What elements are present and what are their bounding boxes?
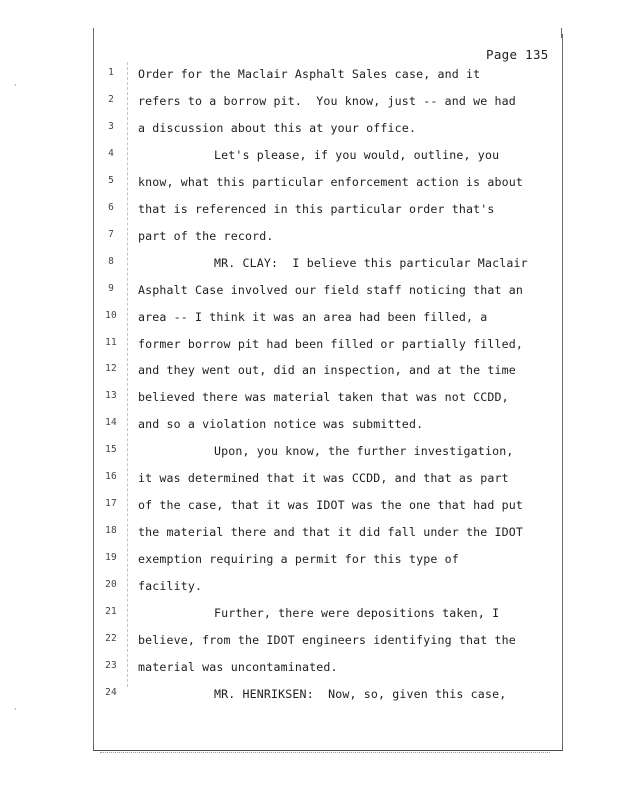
line-text: that is referenced in this particular order that's — [138, 201, 495, 216]
line-number: 3 — [108, 120, 114, 132]
line-text: Let's please, if you would, outline, you — [214, 147, 500, 162]
page-number: Page 135 — [486, 47, 549, 62]
line-number: 20 — [105, 579, 117, 591]
scan-speck: ⸳ — [14, 79, 17, 90]
line-text: exemption requiring a permit for this type of — [138, 552, 459, 567]
line-text: a discussion about this at your office. — [138, 120, 417, 135]
line-number: 4 — [108, 147, 114, 159]
line-text: it was determined that it was CCDD, and that as part — [138, 471, 509, 486]
line-text: believe, from the IDOT engineers identifying that the — [138, 632, 516, 647]
line-number: 24 — [105, 686, 117, 698]
line-number: 15 — [105, 444, 117, 456]
line-text: former borrow pit had been filled or partially filled, — [138, 336, 524, 351]
line-number: 13 — [105, 390, 117, 402]
line-text: refers to a borrow pit. You know, just -- and we had — [138, 93, 516, 108]
line-number: 12 — [105, 363, 117, 375]
line-text: the material there and that it did fall under the IDOT — [138, 525, 524, 540]
line-number: 6 — [108, 201, 114, 213]
line-number: 1 — [108, 67, 114, 78]
line-number: 22 — [105, 632, 117, 644]
line-text: and they went out, did an inspection, and at the time — [138, 363, 516, 378]
line-number: 7 — [108, 228, 114, 240]
line-text: Order for the Maclair Asphalt Sales case, and it — [138, 67, 481, 81]
line-text: believed there was material taken that was not CCDD, — [138, 390, 509, 405]
line-number: 9 — [108, 282, 114, 294]
line-number-margin-rule — [127, 62, 129, 687]
line-number: 19 — [105, 552, 117, 564]
line-text: MR. HENRIKSEN: Now, so, given this case, — [214, 686, 507, 701]
line-number: 10 — [105, 309, 117, 321]
line-text: of the case, that it was IDOT was the one that had put — [138, 498, 524, 513]
frame-top-right-tick — [561, 28, 562, 38]
line-text: part of the record. — [138, 228, 274, 243]
line-number: 2 — [108, 93, 114, 105]
line-text: Further, there were depositions taken, I — [214, 606, 500, 620]
line-number: 16 — [105, 471, 117, 483]
line-text: and so a violation notice was submitted. — [138, 417, 424, 432]
line-text: area -- I think it was an area had been filled, a — [138, 309, 488, 324]
line-text: material was uncontaminated. — [138, 659, 338, 674]
line-number: 18 — [105, 525, 117, 537]
line-number: 21 — [105, 606, 117, 617]
footer-rule — [100, 752, 550, 754]
line-text: Asphalt Case involved our field staff noticing that an — [138, 282, 524, 297]
line-number: 8 — [108, 255, 114, 267]
line-text: facility. — [138, 579, 203, 594]
line-text: Upon, you know, the further investigation, — [214, 444, 514, 459]
frame-top-left-tick — [93, 28, 94, 38]
line-number: 23 — [105, 659, 117, 671]
line-text: know, what this particular enforcement action is about — [138, 174, 524, 189]
scan-speck: ⸳ — [14, 703, 17, 714]
line-number: 14 — [105, 417, 117, 429]
line-number: 5 — [108, 174, 114, 186]
line-number: 11 — [105, 336, 117, 348]
line-number: 17 — [105, 498, 117, 510]
line-text: MR. CLAY: I believe this particular Maclair — [214, 255, 528, 270]
